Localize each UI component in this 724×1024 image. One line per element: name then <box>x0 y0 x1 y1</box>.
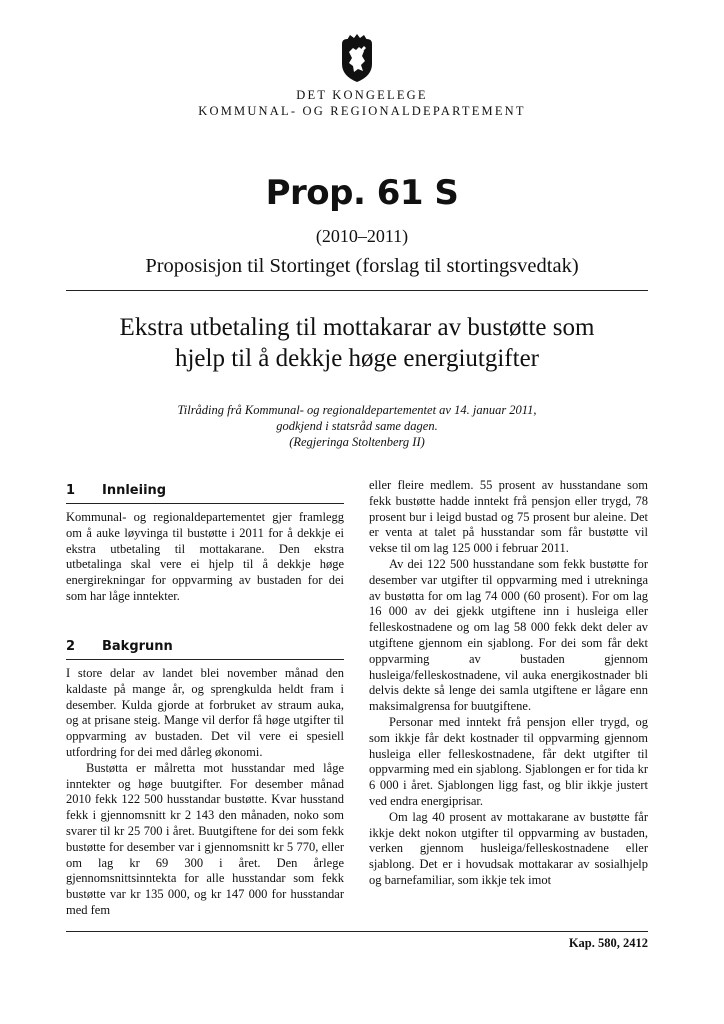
session-years: (2010–2011) <box>315 226 409 246</box>
section-rule <box>66 503 344 504</box>
right-column-body <box>369 478 648 889</box>
paragraph: Om lag 40 prosent av mottakarane av bustøtte får ikkje dekt nokon utgifter til oppvarming av bustaden, verken gjennom husleiga/felleskostnadene eller sjablong. Det er i hovudsak mottakarar av sosialhjelp og barnefamiliar, som ikkje tek imot <box>369 809 648 887</box>
paragraph: eller fleire medlem. 55 prosent av husstandane som fekk bustøtte hadde inntekt frå pensjon eller trygd, 78 prosent bur i leigd bustad og 75 prosent bur aleine. Det er venta at talet på husstandar som får bustøtte vil vekse til om lag 125 000 i februar 2011. <box>369 478 648 556</box>
norwegian-coat-of-arms-icon <box>334 34 380 84</box>
document-title-line1: Ekstra utbetaling til mottakarar av bustøtte som <box>119 314 595 341</box>
chapter-reference: Kap. 580, 2412 <box>568 936 648 950</box>
section-body <box>66 666 344 919</box>
proposition-number: Prop. 61 S <box>265 173 459 213</box>
section-heading <box>66 639 346 654</box>
paragraph: Av dei 122 500 husstandane som fekk bustøtte for desember var utgifter til oppvarming med i utrekninga av bustøtta for om lag 74 000 (60 prosent). For om lag 16 000 av dei gjekk utgiftene inn i husleiga eller felleskostnadene og om lag 58 000 fekk dekt deler av utgiftene gjennom ein sjablong. For dei som får dekt oppvarming av bustaden gjennom husleiga/felleskostnadene, vil auka energikostnader bli delvis dekte så lenge dei samla utgiftene er lågare enn maksimalgrensa for buutgiftene. <box>369 556 648 714</box>
document-title <box>66 312 648 374</box>
section-rule <box>66 659 344 660</box>
paragraph: Bustøtta er målretta mot husstandar med låge inntekter og høge buutgifter. For desember månad 2010 fekk 122 500 husstandar bustøtte. Kvar husstand fekk i gjennomsnitt kr 2 143 den månaden, noko som svarer til kr 25 700 i året. Buutgiftene for dei som fekk bustøtte for desember var i gjennomsnitt kr 5 770, eller om lag kr 69 300 i året. Den årlege gjennomsnittsinntekta for alle husstandar som fekk bustøtte var kr 135 000, og kr 147 000 for husstandar med fem <box>66 760 344 917</box>
recommendation-line2: godkjend i statsråd same dagen. <box>276 419 438 433</box>
paragraph: I store delar av landet blei november månad den kaldaste på mange år, og sprengkulda heldt fram i desember. Kulda gjorde at forbruket av straum auka, og at prisane steig. Mange vil derfor få høge utgifter til oppvarming av bustaden. Det vil vere ei spesiell utfordring for dei med dårleg økonomi. <box>66 666 344 759</box>
proposition-subtitle: Proposisjon til Stortinget (forslag til stortingsvedtak) <box>145 255 579 277</box>
recommendation-note <box>66 402 648 450</box>
document-title-line2: hjelp til å dekkje høge energiutgifter <box>174 345 539 372</box>
section-number: 2 <box>66 639 76 654</box>
recommendation-line1: Tilråding frå Kommunal- og regionaldepartementet av 14. januar 2011, <box>177 403 537 417</box>
section-title: Innleiing <box>102 483 167 498</box>
section-number: 1 <box>66 483 76 498</box>
footer-divider <box>66 931 648 932</box>
paragraph: Personar med inntekt frå pensjon eller trygd, og som ikkje får dekt kostnader til oppvarming gjennom husleiga eller felleskostnadene, får dekt utgifter til oppvarming med ein sjablong. Sjablongen er for tida kr 6 000 i året. Sjablongen ligg fast, og blir ikkje justert ved endra energiprisar. <box>369 714 648 808</box>
paragraph: Kommunal- og regionaldepartementet gjer framlegg om å auke løyvinga til bustøtte i 2011 for å dekkje ei ekstra utbetaling til mottakarane. Den ekstra utbetalinga skal vere ei hjelp til å dekkje høge energirekningar for oppvarming av bustaden for dei som har låge inntekter. <box>66 510 344 603</box>
recommendation-line3: (Regjeringa Stoltenberg II) <box>289 435 425 449</box>
title-divider <box>66 290 648 291</box>
department-name-line1: DET KONGELEGE <box>296 88 428 102</box>
section-body <box>66 510 344 605</box>
section-heading <box>66 483 346 498</box>
department-name-line2: KOMMUNAL- OG REGIONALDEPARTEMENT <box>198 104 526 118</box>
section-title: Bakgrunn <box>102 639 173 654</box>
